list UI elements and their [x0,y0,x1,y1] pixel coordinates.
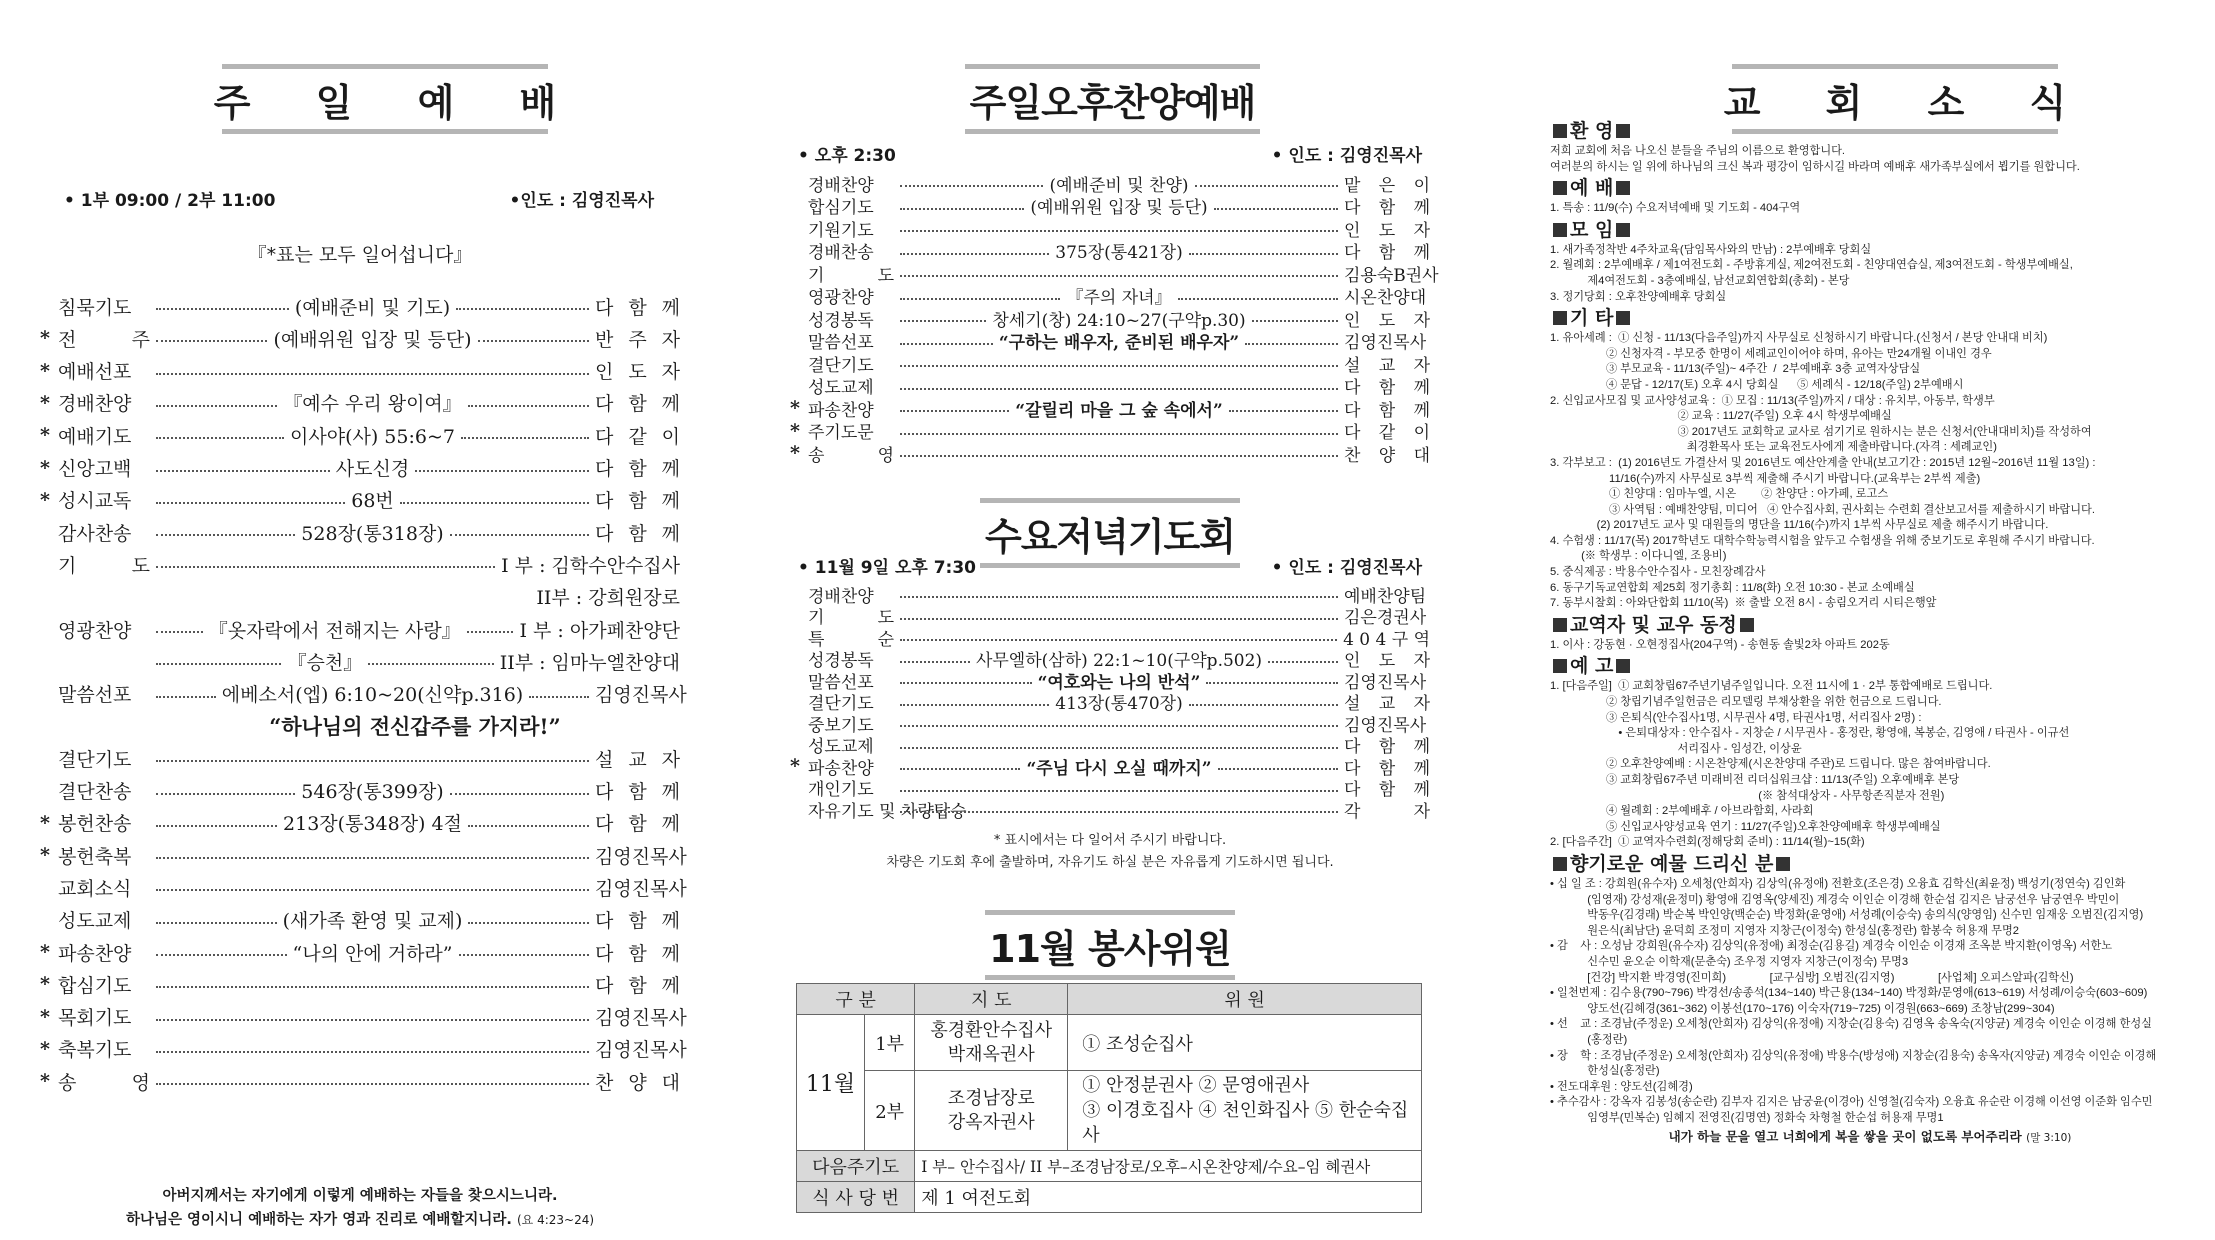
order-row [40,485,680,515]
order-name: 결단기도 [808,355,874,376]
standing-note: * 표시에서는 다 일어서 주시기 바랍니다. [993,833,1227,848]
meal-duty-label: 식 사 당 번 [797,1182,915,1213]
next-prayer-value: I 부– 안수집사/ II 부–조경남장로/오후–시온찬양제/수요–임 혜권사 [915,1151,1422,1182]
order-content: “갈릴리 마을 그 숲 속에서” [1015,400,1223,421]
order-row [40,291,680,321]
order-name: 성경봉독 [808,651,874,671]
order-row [790,307,1430,329]
order-name: 중보기도 [808,715,874,736]
order-content: (예배준비 및 찬양) [1049,175,1189,196]
order-name: 기 도 [58,554,150,577]
news-line: 양도선(김혜경(361~362) 이봉선(170~176) 이숙자(719~725) 이경원(663~669) 조창남(299~304) [1550,1002,2055,1015]
scripture-footer [40,1184,680,1232]
standing-mark: * [40,1070,50,1093]
order-content: 에베소서(엡) 6:10~20(신약p.316) [221,684,524,707]
order-content: (예배위원 입장 및 등단) [273,328,472,351]
order-row [790,352,1430,374]
news-line: 박동우(김경래) 박순복 박인양(백순순) 박정화(윤영애) 서성례(이승숙) 송의식(양영임) 신수민 임재웅 오범진(김지영) [1550,909,2144,922]
notice-list [1550,679,2190,851]
section-heading: 환 영 [1550,118,2190,144]
order-row [790,375,1430,397]
order-leader: 다 함 께 [595,910,680,933]
standing-mark: * [790,397,800,419]
order-content: “주님 다시 오실 때까지” [1026,758,1212,779]
news-line: 2. 월례회 : 2부예배후 / 제1여전도회 - 주방휴게실, 제2여전도회 - 친양대연습실, 제3여전도회 - 학생부예배실, [1550,259,2073,272]
order-leader: 시온찬양대 [1344,288,1427,308]
section-heading: 모 임 [1550,217,2190,243]
order-row [40,356,680,386]
order-leader: 김은경권사 [1344,608,1427,628]
news-line: (※ 참석대상자 - 사무항존직분자 전원) [1550,789,1945,802]
volunteers-table [796,983,1422,1213]
order-name: 송 영 [58,1071,150,1094]
order-row [790,397,1430,419]
order-leader: II부 : 임마누엘찬양대 [499,651,681,674]
order-row [790,262,1439,286]
news-line: 여러분의 하시는 일 위에 하나님의 크신 복과 평강이 임하시길 바라며 예배후 새가족부실에서 뵙기를 원합니다. [1550,160,2080,173]
order-leader: 인 도 자 [1344,220,1430,241]
section-heading: 예 고 [1550,653,2190,679]
order-content: 『예수 우리 왕이여』 [283,393,462,416]
order-leader: 맡 은 이 [1344,175,1430,196]
order-leader: 다 함 께 [595,974,680,997]
church-news-title: 교 회 소 식 [1732,64,2058,134]
order-content: 546장(통399장) [301,781,444,803]
sunday-service-header [64,186,654,211]
order-leader: 다 함 께 [1344,400,1431,421]
order-leader: 인 도 자 [1344,651,1431,671]
footer-line-1: 아버지께서는 자기에게 이렇게 예배하는 자들을 찾으시느니라. [162,1188,558,1204]
order-name: 말씀선포 [808,333,874,353]
order-row [40,808,680,838]
news-line: • 선 교 : 조경남(주정운) 오세청(안희자) 김상익(유정애) 지창순(김용숙) 김영옥 송옥숙(지양균) 계경숙 이인순 이경해 한성실 [1550,1018,2152,1031]
news-line: ⑤ 신입교사양성교육 연기 : 11/27(주일)오후찬양예배후 학생부예배실 [1550,820,1941,833]
order-name: 자유기도 및 차량탑승 [808,801,967,822]
order-name: 전 주 [58,328,150,351]
standing-mark: * [40,1005,50,1028]
order-row [40,582,680,612]
order-content: 이사야(사) 55:6~7 [290,425,455,448]
news-line: • 감 사 : 오성남 강희원(유수자) 김상익(유정애) 최정순(김용길) 계경숙 이인순 이경재 조옥분 박지환(이영옥) 서한노 [1550,940,2113,953]
table-row [797,1071,1422,1151]
order-leader: 김영진목사 [1344,333,1427,353]
news-line: ③ 교회창립67주년 미래비전 리더십워크샵 : 11/13(주일) 오후예배후 본당 [1550,774,1960,786]
news-line: • 십 일 조 : 강희원(유수자) 오세청(안희자) 김상익(유정애) 전환호(조은경) 오융효 김학신(최윤정) 백성기(정연숙) 김인화 [1550,877,2126,890]
order-name: 영광찬양 [58,619,132,642]
order-content: 528장(통318장) [301,522,444,545]
news-line: 3. 정기당회 : 오후찬양예배후 당회실 [1550,290,1727,303]
news-line: 2. [다음주간] ① 교역자수련회(정해당회 준비) : 11/14(월)~15(화) [1550,836,1865,849]
offering-list [1550,877,2190,1127]
news-line: 신수민 윤오순 이학재(문춘숙) 조우정 지영자 지창근(이정숙) 무명3 [1550,955,1909,968]
order-name: 목회기도 [58,1007,132,1030]
order-name: 성도교제 [808,737,874,757]
footer-line-2: 하나님은 영이시니 예배하는 자가 영과 진리로 예배할지니라. (요 4:23~24) [125,1212,595,1228]
col-header: 지 도 [915,984,1068,1015]
order-row [40,743,680,773]
order-leader: 다 함 께 [595,458,681,480]
order-row [40,323,680,353]
news-line: ③ 사역팀 : 예배찬양팀, 미디어 ④ 안수집사회, 권사회는 수련회 결산보고서를 제출하시기 바랍니다. [1550,503,2095,516]
order-row [790,330,1430,352]
news-line: 1. 유아세례 : ① 신청 - 11/13(다음주일)까지 사무실로 신청하시기 바랍니다.(신청서 / 본당 안내대 비치) [1550,332,2048,345]
order-leader: I 부 : 아가페찬양단 [519,619,680,642]
order-row [790,669,1430,691]
next-prayer-label: 다음주기도 [797,1151,915,1182]
order-row [790,240,1430,262]
news-line: ② 교육 : 11/27(주일) 오후 4시 학생부예배실 [1550,410,1892,423]
order-leader: 각 자 [1344,801,1430,822]
news-line: [건강] 박지환 박경영(진미희) [교구심방] 오범진(김지영) [사업체] 오피스알파(김학신) [1550,971,2074,984]
news-line: • 전도대후원 : 양도선(김혜경) [1550,1080,1693,1093]
news-line: 1. 새가족정착반 4주차교육(담임목사와의 만남) : 2부예배후 당회실 [1550,243,1872,256]
news-line: 5. 중식제공 : 박용수안수집사 - 모친장례감사 [1550,566,1766,579]
service-time: • 1부 09:00 / 2부 11:00 [64,191,276,211]
standing-mark: * [40,488,50,511]
order-name: 경배찬양 [808,586,874,607]
order-content: 사도신경 [335,458,410,480]
news-line: 서리집사 - 임성간, 이상윤 [1550,742,1802,755]
news-line: 제4여전도회 - 3층예배실, 남선교회연합회(총회) - 본당 [1550,274,1850,287]
order-name: 말씀선포 [808,672,874,693]
part-cell: 1부 [865,1015,915,1071]
order-name: 축복기도 [58,1039,132,1062]
order-row [790,798,1430,820]
order-leader: 반 주 자 [595,328,681,351]
order-leader: 다 함 께 [1344,243,1430,263]
order-row [790,583,1430,605]
news-line: 임영부(민복순) 임혜지 전영진(김명연) 정화숙 차형철 한순섭 허용재 무명1 [1550,1111,1944,1124]
order-leader: 김용숙B권사 [1344,265,1439,286]
order-name: 성도교제 [58,910,132,933]
section-heading: 향기로운 예물 드리신 분 [1550,851,2190,877]
order-row [40,1066,680,1096]
table-row [797,1182,1422,1213]
standing-mark: * [40,1037,50,1060]
service-time: • 11월 9일 오후 7:30 [798,558,976,578]
col-header: 구 분 [797,984,915,1015]
table-row [797,1015,1422,1071]
standing-mark: * [40,391,50,414]
news-line: 7. 동부시찰회 : 아와단합회 11/10(목) ※ 출발 오전 8시 - 송림오거리 시티은행앞 [1550,597,1937,610]
order-leader: 다 함 께 [595,813,680,836]
order-leader: 김영진목사 [595,845,687,868]
table-header-row [797,984,1422,1015]
wednesday-service-header [798,553,1422,578]
order-name: 경배찬송 [808,243,874,263]
order-name: 성시교독 [58,490,132,513]
standing-mark: * [790,419,800,442]
order-name: 결단찬송 [58,781,132,803]
order-row [40,453,680,483]
order-name: 개인기도 [808,780,874,800]
order-row [790,777,1430,799]
order-name: 봉헌찬송 [58,813,132,836]
order-name: 기원기도 [808,220,874,241]
order-name: 경배찬양 [808,175,874,196]
standing-mark: * [40,811,50,834]
wednesday-notes [790,830,1430,874]
standing-note: 『*표는 모두 일어섭니다』 [247,244,473,266]
news-line: (임영재) 강성재(윤정미) 황영애 김영옥(양세진) 계경숙 이인순 이경해 한순섭 김지은 남궁선우 남궁연우 박민이 [1550,893,2120,906]
order-name: 예배선포 [58,361,132,384]
order-name: 파송찬양 [808,400,874,421]
news-line: ② 오후찬양예배 : 시온찬양제(시온찬양대 주관)로 드립니다. 많은 참여바랍니다. [1550,758,1991,771]
news-line: 6. 동구기독교연합회 제25회 정기총회 : 11/8(화) 오전 10:30 - 본교 소예배실 [1550,581,1915,594]
order-row [790,285,1430,307]
wednesday-service-title: 수요저녁기도회 [980,498,1240,568]
order-content: “여호와는 나의 반석” [1037,672,1201,693]
closing-verse: 내가 하늘 문을 열고 너희에게 복을 쌓을 곳이 없도록 부어주리라 (말 3:10) [1668,1129,2072,1145]
order-row [790,712,1430,734]
order-leader: 설 교 자 [1344,694,1430,714]
service-leader: •인도 : 김영진목사 [509,191,654,211]
service-time: • 오후 2:30 [798,146,896,166]
service-leader: • 인도 : 김영진목사 [1271,558,1422,578]
news-line: 1. 이사 : 강동현 · 오현정집사(204구역) - 송현동 솔빛2차 아파트 202동 [1550,638,1890,651]
news-line: • 장 학 : 조경남(주정운) 오세청(안희자) 김상익(유정애) 박용수(방성애) 지창순(김용숙) 송옥자(지양균) 계경숙 이인순 이경해 [1550,1049,2157,1062]
order-content: 375장(통421장) [1055,243,1183,263]
meeting-list [1550,243,2190,305]
order-row [40,776,680,806]
news-line: ① 친양대 : 임마누엘, 시온 ② 찬양단 : 아가페, 로고스 [1550,488,1889,501]
order-row [40,646,680,676]
news-line: • 일천번제 : 김수용(790~796) 박경선/송종석(134~140) 박근용(134~140) 박정화/문영애(613~619) 서성례/이승숙(603~609) [1550,987,2148,1000]
order-content: 『승천』 [287,651,363,674]
section-heading: 교역자 및 교우 동정 [1550,612,2190,638]
order-row [790,626,1430,648]
order-leader: 김영진목사 [595,1007,687,1030]
order-row [790,734,1430,756]
order-name: 기 도 [808,608,894,628]
order-row [790,172,1430,194]
order-leader: 예배찬양팀 [1344,586,1427,607]
order-leader: 김영진목사 [595,684,687,707]
news-line: (홍정란) [1550,1033,1628,1046]
standing-mark: * [40,424,50,447]
order-leader: II부 : 강희원장로 [536,587,680,610]
order-name: 교회소식 [58,877,132,900]
afternoon-service-title: 주일오후찬양예배 [965,64,1260,134]
order-content: 213장(통348장) 4절 [283,813,462,836]
order-leader: 찬 양 대 [1344,445,1430,466]
order-row [790,648,1430,670]
order-row [40,679,687,709]
order-leader: 인 도 자 [595,361,680,384]
order-row [790,420,1430,442]
order-leader: 김영진목사 [595,877,687,900]
news-line: 1. [다음주일] ① 교회창립67주년기념주일입니다. 오전 11시에 1 · 2부 통합예배로 드립니다. [1550,680,1993,693]
news-line: (2) 2017년도 교사 및 대원들의 명단을 11/16(수)까지 1부씩 사무실로 제출 해주시기 바랍니다. [1550,519,2049,532]
order-name: 말씀선포 [58,684,132,707]
news-line: 원은식(최남단) 윤덕희 조정미 지영자 지창근(이정숙) 한성실(홍정란) 함봉숙 허용재 무명2 [1550,924,2019,937]
standing-mark: * [40,941,50,963]
part-cell: 2부 [865,1071,915,1151]
order-leader: 다 함 께 [595,781,681,803]
church-news-body [1550,118,2190,1147]
order-leader: 김영진목사 [1344,715,1427,736]
standing-mark: * [40,327,50,350]
order-name: 특 순 [808,629,894,650]
col-header: 위 원 [1068,984,1422,1015]
order-content: (새가족 환영 및 교제) [282,910,463,933]
news-line: 3. 각부보고 : (1) 2016년도 가결산서 및 2016년도 예산안계출 안내(보고기간 : 2015년 12월~2016년 11월 13일) : [1550,456,2096,469]
news-line: 2. 신입교사모집 및 교사양성교육 : ① 모집 : 11/13(주일)까지 / 대상 : 유치부, 아동부, 학생부 [1550,394,1995,407]
order-name: 침묵기도 [58,296,132,319]
order-name: 결단기도 [58,748,132,771]
order-content: (예배위원 입장 및 등단) [1030,198,1208,218]
vehicle-note: 차량은 기도회 후에 출발하며, 자유기도 하실 분은 자유롭게 기도하시면 됩니다. [886,855,1334,870]
order-leader: 설 교 자 [595,748,680,771]
order-name: 봉헌축복 [58,845,132,868]
order-row [40,1002,687,1032]
order-row [790,691,1430,713]
order-leader: 다 함 께 [1344,378,1430,398]
news-line: ③ 부모교육 - 11/13(주일)~ 4주간 / 2부예배후 3층 교역자상담실 [1550,363,1921,376]
order-leader: 다 함 께 [1344,780,1430,800]
order-leader: 다 같 이 [595,425,680,448]
order-content: “나의 안에 거하라” [292,942,453,965]
order-name: 파송찬양 [58,942,132,965]
order-leader: 다 함 께 [595,296,681,319]
order-leader: 다 함 께 [595,490,680,513]
order-name: 성경봉독 [808,310,874,331]
order-row [40,1034,687,1064]
order-content: (예배준비 및 기도) [294,296,451,319]
order-row [40,711,680,741]
order-row [40,517,680,547]
order-row [790,442,1430,464]
afternoon-service-header [798,141,1422,166]
news-line: 11/16(수)까지 사무실로 3부씩 제출해 주시기 바랍니다.(교육부는 2부씩 제출) [1550,472,1981,485]
month-cell: 11월 [797,1015,865,1151]
news-line: (※ 학생부 : 이다니엘, 조용비) [1550,550,1727,563]
order-name: 영광찬양 [808,288,874,308]
news-line: • 은퇴대상자 : 안수집사 - 지창순 / 시무권사 - 홍정란, 황영애, 복봉순, 김영애 / 타권사 - 이규선 [1550,727,2070,740]
order-name: 예배기도 [58,425,132,448]
order-content: 68번 [351,490,394,513]
guide-cell: 홍경환안수집사 박재옥권사 [915,1015,1068,1071]
etc-list [1550,331,2190,612]
news-line: ④ 문답 - 12/17(토) 오후 4시 당회실 ⑤ 세례식 - 12/18(주일) 2부예배시 [1550,378,1964,391]
order-content: 『옷자락에서 전해지는 사랑』 [208,619,461,642]
order-leader: 4 0 4 구 역 [1343,629,1430,650]
standing-mark: * [40,456,50,479]
order-name: 기 도 [808,265,894,286]
order-row [40,840,687,870]
news-line: ③ 2017년도 교회학교 교사로 섬기기로 원하시는 분은 신청서(안내대비치)를 작성하여 [1550,425,2092,438]
members-cell: ① 안정분권사 ② 문영애권사 ③ 이경호집사 ④ 천인화집사 ⑤ 한순숙집사 [1068,1071,1422,1151]
order-row [40,872,687,902]
order-name: 경배찬양 [58,393,132,416]
order-name: 신앙고백 [58,458,132,480]
order-content: 창세기(창) 24:10~27(구약p.30) [992,310,1246,331]
news-line: ④ 월례회 : 2부예배후 / 아브라함회, 사라회 [1550,805,1814,818]
standing-mark: * [790,442,800,464]
standing-mark: * [790,755,800,777]
news-line: • 추수감사 : 강옥자 김봉성(송순란) 김부자 김지은 남궁윤(이경아) 신영철(김숙자) 오융효 유순란 이경해 이선영 이준화 임수민 [1550,1096,2153,1109]
order-content: 사무엘하(삼하) 22:1~10(구약p.502) [975,651,1263,671]
members-cell: ① 조성순집사 [1068,1015,1422,1071]
news-line: ② 신청자격 - 부모중 한명이 세례교인이어야 하며, 유아는 만24개월 이내인 경우 [1550,347,1992,360]
standing-mark: * [40,844,50,867]
order-leader: 다 같 이 [1344,423,1430,443]
news-line: 한성실(홍정란) [1550,1065,1660,1078]
order-leader: 다 함 께 [1344,758,1430,779]
order-row [790,217,1430,239]
order-name: 파송찬양 [808,758,874,779]
service-leader: • 인도 : 김영진목사 [1271,146,1422,166]
order-leader: 김영진목사 [1344,672,1427,693]
order-name: 결단기도 [808,694,874,714]
order-leader: I 부 : 김학수안수집사 [501,554,680,577]
order-name: 주기도문 [808,423,874,443]
section-heading: 예 배 [1550,175,2190,201]
order-row [40,937,680,967]
news-line: ③ 은퇴식(안수집사1명, 시무권사 4명, 타권사1명, 서리집사 2명) : [1550,711,1922,724]
standing-mark: * [40,973,50,996]
news-line: 1. 특송 : 11/9(수) 수요저녁예배 및 기도회 - 404구역 [1550,202,1801,215]
news-line: 최경환목사 또는 교육전도사에게 제출바랍니다.(자격 : 세례교인) [1550,441,1997,454]
guide-cell: 조경남장로 강옥자권사 [915,1071,1068,1151]
standing-mark: * [40,359,50,382]
order-row [40,420,680,450]
order-row [40,388,680,418]
order-content: 『주의 자녀』 [1066,288,1172,308]
order-leader: 김영진목사 [595,1039,687,1062]
news-line: 4. 수험생 : 11/17(목) 2017학년도 대학수학능력시험을 앞두고 수험생을 위해 중보기도로 후원해 주시기 바랍니다. [1550,534,2095,547]
order-row [790,755,1430,777]
order-name: 합심기도 [808,198,874,218]
news-line: 저희 교회에 처음 나오신 분들을 주님의 이름으로 환영합니다. [1550,145,1846,157]
meal-duty-value: 제 1 여전도회 [915,1182,1422,1213]
order-leader: 다 함 께 [595,942,681,965]
section-heading: 기 타 [1550,305,2190,331]
sunday-service-title: 주 일 예 배 [222,64,548,134]
order-name: 합심기도 [58,974,132,997]
order-row [40,549,680,579]
order-row [40,905,680,935]
order-leader: 다 함 께 [595,393,680,416]
order-name: 송 영 [808,445,894,466]
order-row [40,969,680,999]
order-leader: 다 함 께 [595,522,681,545]
order-leader: 다 함 께 [1344,198,1430,218]
order-content: “구하는 배우자, 준비된 배우자” [998,333,1240,353]
order-leader: 다 함 께 [1344,737,1430,757]
order-content: 413장(통470장) [1055,694,1183,714]
order-leader: 설 교 자 [1344,355,1430,376]
news-line: ② 창립기념주일헌금은 리모델링 부채상환을 위한 헌금으로 드립니다. [1550,696,1942,709]
table-row [797,1151,1422,1182]
volunteers-title: 11월 봉사위원 [985,910,1235,980]
order-row [790,195,1430,217]
order-name: 감사찬송 [58,522,132,545]
order-leader: 인 도 자 [1344,310,1431,331]
order-name: 성도교제 [808,378,874,398]
order-content: “하나님의 전신갑주를 가지라!” [269,713,561,739]
order-row [790,605,1430,627]
order-row [40,614,680,644]
order-leader: 찬 양 대 [595,1071,680,1094]
